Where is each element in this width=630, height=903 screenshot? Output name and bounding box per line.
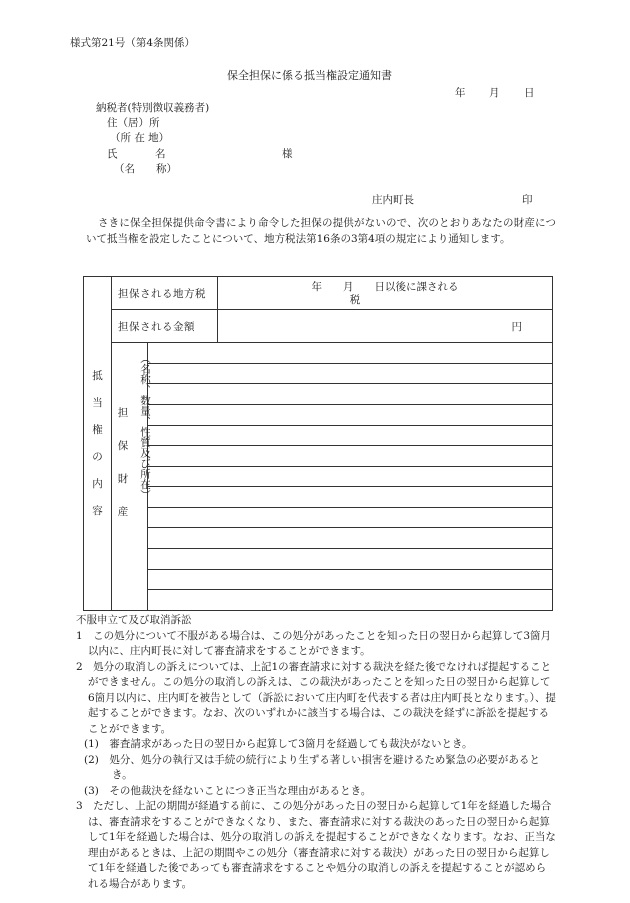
property-line bbox=[148, 590, 553, 611]
amount-unit: 円 bbox=[218, 310, 553, 343]
amount-label: 担保される金額 bbox=[112, 310, 218, 343]
tax-value: 年 月 日以後に課される 税 bbox=[218, 277, 553, 310]
property-line bbox=[148, 466, 553, 487]
address-label: 住（居）所 bbox=[107, 117, 160, 129]
property-line bbox=[148, 569, 553, 590]
seal-mark: 印 bbox=[522, 194, 533, 206]
taxpayer-label: 納税者(特別徴収義務者) bbox=[96, 102, 210, 114]
date-day: 日 bbox=[524, 87, 535, 99]
notes-section bbox=[76, 613, 556, 892]
name-label-given: 名 bbox=[155, 148, 166, 160]
property-line bbox=[148, 446, 553, 467]
property-line bbox=[148, 384, 553, 405]
section-label: 抵 当 権 の 内 容 bbox=[84, 277, 112, 611]
property-line bbox=[148, 507, 553, 528]
note-item-1: 1 この処分について不服がある場合は、この処分があったことを知った日の翌日から起算して3箇月以内に、庄内町長に対して審査請求をすることができます。 bbox=[76, 629, 552, 657]
note-sub-1: (1) 審査請求があった日の翌日から起算して3箇月を経過しても裁決がないとき。 bbox=[84, 738, 473, 750]
mortgage-table bbox=[83, 276, 553, 611]
issuer-title: 庄内町長 bbox=[372, 194, 414, 206]
property-line bbox=[148, 425, 553, 446]
page-title: 保全担保に係る抵当権設定通知書 bbox=[227, 69, 392, 82]
note-item-3: 3 ただし、上記の期間が経過する前に、この処分があった日の翌日から起算して1年を経過した場合は、審査請求をすることができなくなり、また、審査請求に対する裁決のあった日の翌日から起算して1年を経過した場合は、処分の取消しの訴えを提起することができなくなります。なお、正当な理由があるときは、上記の期間やこの処分（審査請求に対する裁決）があった日の翌日から起算して1年を経過した後であっても審査請求をすることや処分の取消しの訴えを提起することが認められる場合があります。 bbox=[76, 800, 556, 890]
note-sub-2: (2) 処分、処分の執行又は手続の続行により生ずる著しい損害を避けるため緊急の必要があるとき。 bbox=[84, 753, 540, 781]
corp-name-label: （名 称） bbox=[114, 163, 177, 175]
property-line bbox=[148, 528, 553, 549]
notes-heading: 不服申立て及び取消訴訟 bbox=[76, 614, 192, 626]
property-line bbox=[148, 343, 553, 364]
body-text: さきに保全担保提供命令書により命令した担保の提供がないので、次のとおりあなたの財産について抵当権を設定したことについて、地方税法第16条の3第4項の規定により通知します。 bbox=[86, 217, 556, 245]
name-label-surname: 氏 bbox=[107, 148, 118, 160]
note-item-2: 2 処分の取消しの訴えについては、上記1の審査請求に対する裁決を経た後でなければ提起することができません。この処分の取消しの訴えは、この裁決があったことを知った日の翌日から起算して6箇月以内に、庄内町を被告として（訴訟において庄内町を代表する者は庄内町長となります。）、提起することができます。なお、次のいずれかに該当する場合は、この裁決を経ずに訴訟を提起することができます。 bbox=[76, 660, 556, 735]
date-year: 年 bbox=[455, 87, 466, 99]
date-month: 月 bbox=[489, 87, 500, 99]
property-line bbox=[148, 549, 553, 570]
tax-label: 担保される地方税 bbox=[112, 277, 218, 310]
property-line bbox=[148, 405, 553, 426]
honorific: 様 bbox=[282, 148, 293, 160]
property-label: （名称、数量、性質及び所在） 担 保 財 産 bbox=[112, 343, 148, 611]
note-sub-3: (3) その他裁決を経ないことにつき正当な理由があるとき。 bbox=[84, 784, 372, 797]
location-label: （所 在 地） bbox=[110, 132, 170, 144]
property-line bbox=[148, 487, 553, 508]
property-note: （名称、数量、性質及び所在） bbox=[139, 353, 151, 501]
property-line bbox=[148, 363, 553, 384]
form-number: 様式第21号（第4条関係） bbox=[70, 37, 196, 49]
